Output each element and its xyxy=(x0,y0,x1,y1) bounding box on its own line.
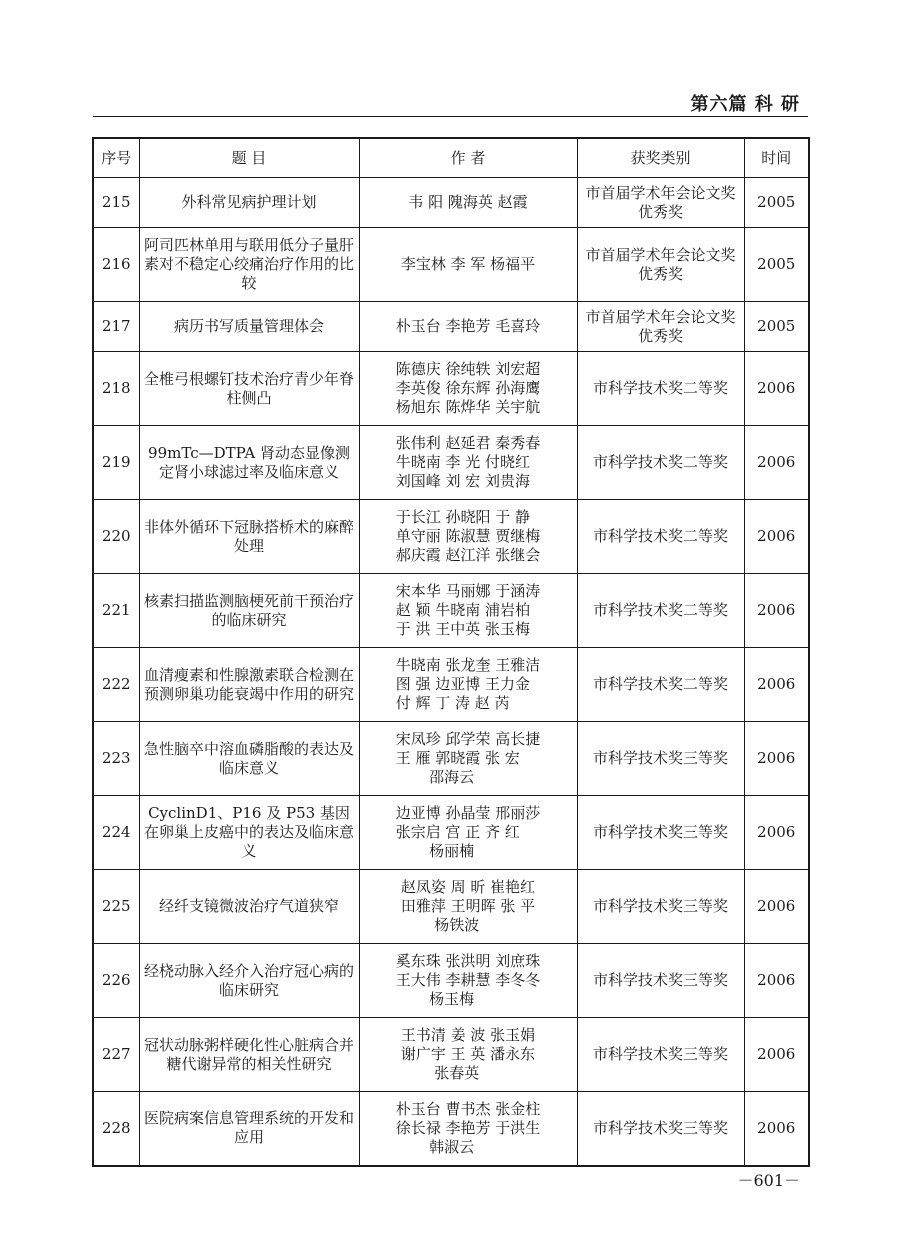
row-authors xyxy=(359,1018,577,1092)
author-line: 牛晓南 张龙奎 王雅洁 xyxy=(395,656,541,674)
column-header-number: 序号 xyxy=(93,138,139,178)
author-line: 杨丽楠 xyxy=(395,842,475,860)
row-year: 2006 xyxy=(744,1092,809,1166)
author-list xyxy=(396,1100,541,1157)
author-line: 付 辉 丁 涛 赵 芮 xyxy=(395,694,510,712)
author-line: 刘国峰 刘 宏 刘贵海 xyxy=(395,472,531,490)
author-list xyxy=(396,317,541,336)
awards-table xyxy=(92,137,810,1167)
header-rule xyxy=(93,116,808,117)
author-line: 徐长禄 李艳芳 于洪生 xyxy=(395,1118,541,1137)
row-number: 220 xyxy=(93,500,139,574)
author-line: 邵海云 xyxy=(395,768,475,786)
row-year: 2006 xyxy=(744,574,809,648)
row-title: 全椎弓根螺钉技术治疗青少年脊柱侧凸 xyxy=(139,352,359,426)
author-list xyxy=(408,193,527,212)
author-line: 朴玉台 曹书杰 张金柱 xyxy=(395,1099,541,1118)
author-list xyxy=(396,360,541,417)
author-list xyxy=(401,255,535,274)
row-title: 非体外循环下冠脉搭桥术的麻醉处理 xyxy=(139,500,359,574)
row-award: 市科学技术奖二等奖 xyxy=(577,426,744,500)
row-award: 市科学技术奖二等奖 xyxy=(577,352,744,426)
author-line: 郝庆霞 赵江洋 张继会 xyxy=(395,546,541,564)
row-number: 228 xyxy=(93,1092,139,1166)
author-list xyxy=(396,952,541,1009)
row-number: 217 xyxy=(93,302,139,352)
author-line: 王书清 姜 波 张玉娟 xyxy=(400,1026,536,1044)
author-line: 于 洪 王中英 张玉梅 xyxy=(395,620,531,638)
row-award: 市首届学术年会论文奖优秀奖 xyxy=(577,228,744,302)
author-line: 杨玉梅 xyxy=(395,990,475,1008)
table-row xyxy=(93,228,809,302)
author-line: 赵 颖 牛晓南 浦岩柏 xyxy=(395,601,531,619)
row-award: 市科学技术奖二等奖 xyxy=(577,574,744,648)
row-award: 市首届学术年会论文奖优秀奖 xyxy=(577,178,744,228)
author-line: 王大伟 李耕慧 李冬冬 xyxy=(395,971,541,989)
row-award: 市科学技术奖三等奖 xyxy=(577,944,744,1018)
row-number: 223 xyxy=(93,722,139,796)
row-award: 市科学技术奖三等奖 xyxy=(577,1018,744,1092)
table-row xyxy=(93,178,809,228)
row-year: 2006 xyxy=(744,648,809,722)
author-line: 单守丽 陈淑慧 贾继梅 xyxy=(395,527,541,545)
row-title: 急性脑卒中溶血磷脂酸的表达及临床意义 xyxy=(139,722,359,796)
row-authors xyxy=(359,178,577,228)
author-list xyxy=(396,508,541,565)
row-award: 市科学技术奖三等奖 xyxy=(577,796,744,870)
row-year: 2006 xyxy=(744,1018,809,1092)
table-header-row xyxy=(93,138,809,178)
row-award: 市首届学术年会论文奖优秀奖 xyxy=(577,302,744,352)
author-line: 宋凤珍 邱学荣 高长捷 xyxy=(395,730,541,748)
table-row xyxy=(93,648,809,722)
row-year: 2006 xyxy=(744,426,809,500)
row-authors xyxy=(359,870,577,944)
row-title: 医院病案信息管理系统的开发和应用 xyxy=(139,1092,359,1166)
column-header-title: 题 目 xyxy=(139,138,359,178)
author-list xyxy=(396,582,541,639)
row-award: 市科学技术奖二等奖 xyxy=(577,500,744,574)
row-number: 225 xyxy=(93,870,139,944)
row-number: 227 xyxy=(93,1018,139,1092)
table-row xyxy=(93,870,809,944)
row-title: CyclinD1、P16 及 P53 基因在卵巢上皮癌中的表达及临床意义 xyxy=(139,796,359,870)
author-line: 图 强 边亚博 王力金 xyxy=(395,675,531,693)
author-line: 于长江 孙晓阳 于 静 xyxy=(395,508,531,526)
row-number: 215 xyxy=(93,178,139,228)
author-line: 朴玉台 李艳芳 毛喜玲 xyxy=(395,317,541,335)
row-year: 2006 xyxy=(744,722,809,796)
author-line: 杨旭东 陈烨华 关宇航 xyxy=(395,398,541,416)
row-title: 外科常见病护理计划 xyxy=(139,178,359,228)
row-authors xyxy=(359,302,577,352)
row-year: 2006 xyxy=(744,796,809,870)
author-line: 张伟利 赵延君 秦秀春 xyxy=(395,434,541,452)
row-award: 市科学技术奖二等奖 xyxy=(577,648,744,722)
author-list xyxy=(396,804,541,861)
author-line: 田雅萍 王明晖 张 平 xyxy=(400,897,536,915)
row-title: 血清瘦素和性腺激素联合检测在预测卵巢功能衰竭中作用的研究 xyxy=(139,648,359,722)
author-line: 张春英 xyxy=(400,1064,480,1082)
section-header: 第六篇 科 研 xyxy=(690,94,800,115)
row-number: 221 xyxy=(93,574,139,648)
author-line: 陈德庆 徐纯轶 刘宏超 xyxy=(395,360,541,378)
author-line: 韩淑云 xyxy=(395,1137,475,1156)
author-line: 李宝林 李 军 杨福平 xyxy=(400,255,536,273)
row-award: 市科学技术奖三等奖 xyxy=(577,1092,744,1166)
author-line: 李英俊 徐东辉 孙海鹰 xyxy=(395,379,541,397)
row-title: 经纤支镜微波治疗气道狭窄 xyxy=(139,870,359,944)
column-header-authors: 作 者 xyxy=(359,138,577,178)
author-line: 牛晓南 李 光 付晓红 xyxy=(395,453,531,471)
author-list xyxy=(396,434,541,491)
row-title: 冠状动脉粥样硬化性心脏病合并糖代谢异常的相关性研究 xyxy=(139,1018,359,1092)
table-row xyxy=(93,1092,809,1166)
table-row xyxy=(93,352,809,426)
table-row xyxy=(93,796,809,870)
row-year: 2006 xyxy=(744,944,809,1018)
row-authors xyxy=(359,722,577,796)
row-number: 224 xyxy=(93,796,139,870)
row-title: 核素扫描监测脑梗死前干预治疗的临床研究 xyxy=(139,574,359,648)
author-line: 张宗启 宫 正 齐 红 xyxy=(395,823,520,841)
author-list xyxy=(396,730,541,787)
row-number: 216 xyxy=(93,228,139,302)
author-line: 韦 阳 隗海英 赵霞 xyxy=(408,193,528,211)
row-year: 2005 xyxy=(744,302,809,352)
author-line: 王 雁 郭晓霞 张 宏 xyxy=(395,749,520,767)
column-header-year: 时间 xyxy=(744,138,809,178)
author-line: 杨铁波 xyxy=(400,916,480,934)
row-authors xyxy=(359,1092,577,1166)
row-authors xyxy=(359,574,577,648)
table-row xyxy=(93,1018,809,1092)
table-row xyxy=(93,426,809,500)
table-row xyxy=(93,944,809,1018)
table-row xyxy=(93,302,809,352)
row-title: 经桡动脉入经介入治疗冠心病的临床研究 xyxy=(139,944,359,1018)
row-award: 市科学技术奖三等奖 xyxy=(577,870,744,944)
table-row xyxy=(93,500,809,574)
row-authors xyxy=(359,648,577,722)
row-title: 99mTc—DTPA 肾动态显像测定肾小球滤过率及临床意义 xyxy=(139,426,359,500)
row-authors xyxy=(359,228,577,302)
author-list xyxy=(401,878,535,935)
column-header-award: 获奖类别 xyxy=(577,138,744,178)
row-authors xyxy=(359,944,577,1018)
row-authors xyxy=(359,426,577,500)
page-number: －601－ xyxy=(737,1171,800,1190)
table-row xyxy=(93,722,809,796)
row-award: 市科学技术奖三等奖 xyxy=(577,722,744,796)
author-line: 赵凤姿 周 昕 崔艳红 xyxy=(400,878,536,896)
row-title: 阿司匹林单用与联用低分子量肝素对不稳定心绞痛治疗作用的比较 xyxy=(139,228,359,302)
author-line: 宋本华 马丽娜 于涵涛 xyxy=(395,582,541,600)
row-year: 2005 xyxy=(744,178,809,228)
author-line: 奚东珠 张洪明 刘庶珠 xyxy=(395,952,541,970)
author-line: 谢广宇 王 英 潘永东 xyxy=(400,1045,536,1063)
row-authors xyxy=(359,796,577,870)
row-number: 219 xyxy=(93,426,139,500)
author-line: 边亚博 孙晶莹 邢丽莎 xyxy=(395,804,541,822)
author-list xyxy=(396,656,541,713)
row-year: 2006 xyxy=(744,352,809,426)
table-row xyxy=(93,574,809,648)
author-list xyxy=(401,1026,535,1083)
row-year: 2006 xyxy=(744,500,809,574)
row-number: 226 xyxy=(93,944,139,1018)
row-authors xyxy=(359,352,577,426)
row-number: 218 xyxy=(93,352,139,426)
row-title: 病历书写质量管理体会 xyxy=(139,302,359,352)
row-number: 222 xyxy=(93,648,139,722)
row-year: 2006 xyxy=(744,870,809,944)
row-year: 2005 xyxy=(744,228,809,302)
row-authors xyxy=(359,500,577,574)
